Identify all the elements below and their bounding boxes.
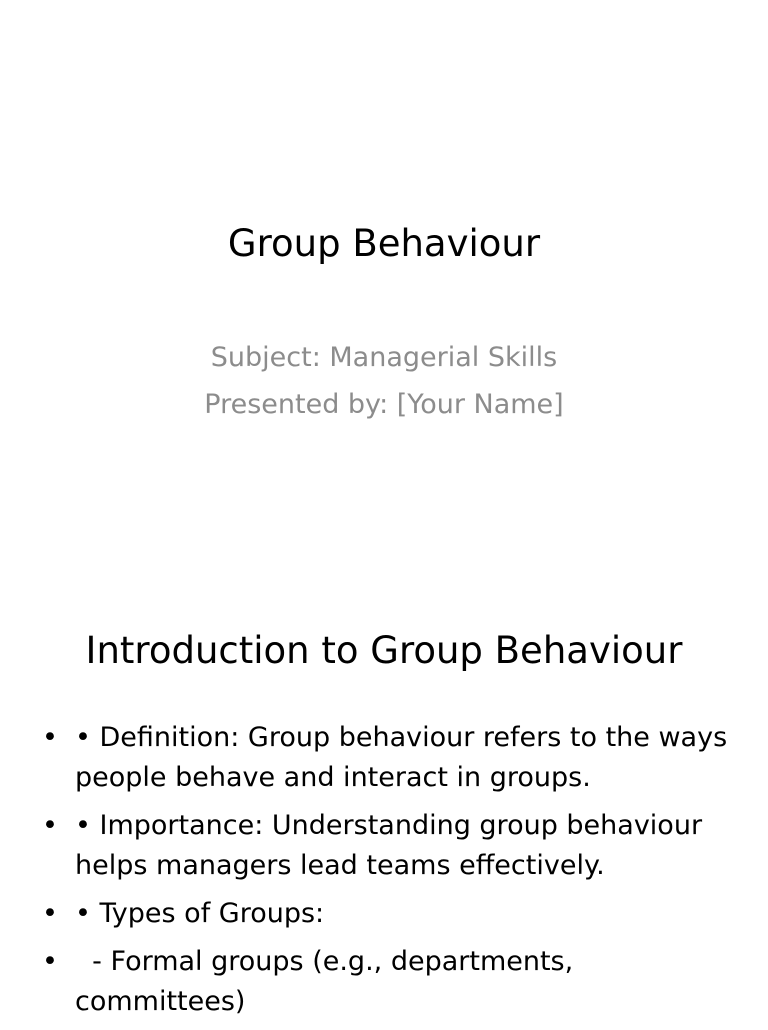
list-item bbox=[0, 942, 768, 1022]
bullet-text: • Types of Groups: bbox=[75, 898, 325, 929]
bullet-icon: • bbox=[42, 898, 58, 929]
bullet-icon: • bbox=[42, 722, 58, 753]
slide-subtitle bbox=[0, 334, 768, 428]
slide-title: Group Behaviour bbox=[227, 222, 541, 265]
subtitle-subject: Subject: Managerial Skills bbox=[210, 342, 558, 373]
bullet-text: • Definition: Group behaviour refers to the ways people behave and interact in groups. bbox=[75, 722, 736, 793]
bullet-icon: • bbox=[42, 810, 58, 841]
slide-title: Introduction to Group Behaviour bbox=[85, 629, 683, 672]
bullet-icon: • bbox=[42, 946, 58, 977]
bullet-text: - Formal groups (e.g., departments, committees) bbox=[75, 946, 582, 1017]
bullet-text: • Importance: Understanding group behaviour helps managers lead teams effectively. bbox=[75, 810, 711, 881]
subtitle-presenter: Presented by: [Your Name] bbox=[204, 389, 564, 420]
intro-slide bbox=[0, 576, 768, 1024]
list-item bbox=[0, 718, 768, 798]
list-item bbox=[0, 806, 768, 886]
list-item bbox=[0, 894, 768, 934]
bullet-list bbox=[0, 718, 768, 1030]
